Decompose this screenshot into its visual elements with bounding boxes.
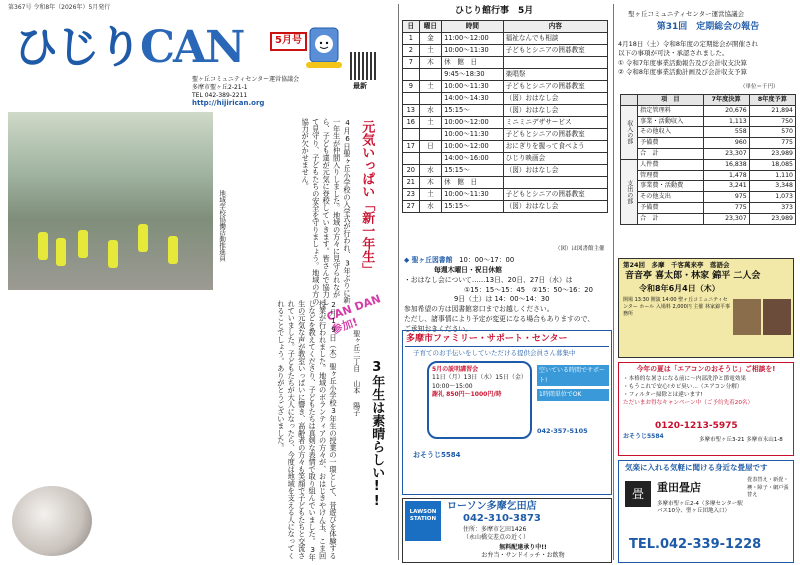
finance-row — [621, 105, 796, 116]
finance-header-2025: 7年度決算 — [703, 95, 749, 106]
report-item-1: ① 令和7年度事業活動報告及び会計収支決算 — [618, 58, 748, 67]
schedule-cell-weekday — [419, 153, 442, 165]
finance-cell-2026: 373 — [749, 202, 795, 213]
lawson-logo-icon: LAWSON STATION — [405, 501, 441, 541]
schedule-cell-content: 福祉なんでも相談 — [503, 33, 607, 45]
library-title: ◆ 聖ヶ丘図書館 — [404, 256, 453, 264]
schedule-row — [403, 105, 608, 117]
library-story-1: ・おはなし会について……13日、20日、27日（水）は — [404, 275, 573, 284]
finance-cell-item: その他支出 — [637, 192, 703, 203]
rakugo-performer-photo — [733, 299, 761, 335]
schedule-cell-weekday: 水 — [419, 105, 442, 117]
report-body — [618, 40, 798, 78]
schedule-cell-content: 子どもとシニアの囲碁教室 — [503, 189, 607, 201]
article2-author: 聖ヶ丘二丁目 山本 陽子 — [352, 330, 361, 416]
finance-cell-item: 予備費 — [637, 202, 703, 213]
schedule-cell-day — [403, 129, 420, 141]
schedule-cell-day: 1 — [403, 33, 420, 45]
aircon-phone[interactable]: 0120-1213-5975 — [655, 421, 738, 431]
schedule-cell-content — [503, 177, 607, 189]
report-body-1: 4月18日（土）令和8年度の定期総会が開催され — [618, 40, 759, 48]
report-title: 第31回 定期総会の報告 — [656, 22, 760, 32]
column-divider — [613, 4, 614, 560]
article1-headline: 元気いっぱい「新一年生」 — [359, 120, 375, 276]
website-link[interactable]: http://hijirican.org — [192, 99, 265, 107]
aircon-ad — [618, 362, 794, 456]
schedule-cell-content: 子どもとシニアの囲碁教室 — [503, 45, 607, 57]
finance-table — [620, 94, 796, 225]
finance-cell-2026: 18,085 — [749, 159, 795, 170]
finance-cell-item: 予備費 — [637, 138, 703, 149]
rakugo-ad — [618, 258, 794, 358]
finance-cell-2026: 750 — [749, 116, 795, 127]
schedule-row — [403, 93, 608, 105]
schedule-row — [403, 201, 608, 213]
schedule-header-weekday: 曜日 — [419, 21, 442, 33]
library-info — [404, 256, 610, 335]
publisher-name: 聖ヶ丘コミュニティセンター運営協議会 — [192, 76, 300, 83]
schedule-body — [403, 33, 608, 213]
finance-cell-2025: 558 — [703, 127, 749, 138]
finance-header-item: 項 目 — [637, 95, 703, 106]
schedule-cell-content: 楽唱祭 — [503, 69, 607, 81]
finance-cell-item: その他収入 — [637, 127, 703, 138]
schedule-header-content: 内容 — [503, 21, 607, 33]
finance-header-row — [621, 95, 796, 106]
schedule-cell-time: 15:15〜 — [442, 105, 504, 117]
schedule-row — [403, 129, 608, 141]
family-support-tags — [537, 365, 609, 435]
month-badge: 5月号 — [270, 32, 307, 51]
schedule-note: （図）は図書館主催 — [555, 246, 605, 252]
lawson-name: ローソン多摩乞田店 — [447, 501, 537, 512]
finance-group-label: 収入の部 — [621, 105, 638, 159]
photo-first-graders-walking — [8, 112, 213, 290]
lawson-address-note: （永山橋交差点の近く） — [463, 534, 530, 542]
publisher-info — [192, 76, 299, 100]
schedule-cell-content: （図）おはなし会 — [503, 93, 607, 105]
schedule-cell-time: 10:00〜11:30 — [442, 81, 504, 93]
article1-byline: 地域学校協働活動推進員 — [218, 190, 227, 262]
mascot-icon — [304, 22, 344, 72]
rakugo-line1: 第24回 多摩 千客萬来亭 落語会 — [623, 261, 730, 269]
article2-body: 2月19日（木）聖ヶ丘小学校3年生の授業の一環として、昔遊びを体験する授業が行われました。地域のボランティアの方々が、おはじきやけん玉、こま回しなどを教えてくださり、子どもたちは真剣な表情で取り組んでいました。3年生の元気な声が教室いっぱいに響き、高齢者の方々も笑顔で子どもたちと交流されていました。子どもたちが大人になったら、今度は地域を支える人になってくれることでしょう。ありがとうございました。 — [276, 300, 338, 561]
family-support-tag-1: 空いている時間でサポート! — [537, 365, 609, 386]
photo-classroom — [12, 486, 92, 556]
schedule-cell-time: 10:00〜12:00 — [442, 141, 504, 153]
family-support-brand: おそうじ5584 — [413, 451, 461, 459]
schedule-cell-content: （図）おはなし会 — [503, 165, 607, 177]
schedule-cell-weekday: 土 — [419, 45, 442, 57]
finance-row — [621, 159, 796, 170]
rakugo-details: 開場 13:30 開演 14:00 聖ヶ丘コミュニティセンター ホール 入場料 2,000円 主催 林家錦平事務所 — [623, 297, 730, 317]
finance-cell-2025: 23,307 — [703, 148, 749, 159]
rakugo-line2: 音音亭 喜太郎・林家 錦平 二人会 — [625, 271, 761, 281]
finance-row — [621, 116, 796, 127]
publisher-phone: TEL 042-389-2211 — [192, 92, 248, 100]
tatami-logo-icon: 畳 — [625, 481, 651, 507]
schedule-row — [403, 45, 608, 57]
schedule-cell-weekday: 水 — [419, 201, 442, 213]
aircon-title: 今年の夏は「エアコンのおそうじ」ご相談を! — [636, 365, 776, 373]
family-support-card-title: 5月の説明講習会 — [432, 366, 479, 373]
newsletter-logo — [14, 20, 243, 75]
schedule-row — [403, 81, 608, 93]
schedule-cell-time: 休 館 日 — [442, 177, 504, 189]
schedule-cell-day: 9 — [403, 81, 420, 93]
schedule-row — [403, 57, 608, 69]
library-hours: 10：00〜17：00 — [459, 256, 515, 264]
rakugo-performer-photo — [763, 299, 791, 335]
finance-cell-item: 合 計 — [637, 148, 703, 159]
publisher-address: 多摩市聖ヶ丘2-21-1 — [192, 84, 248, 92]
report-org: 聖ヶ丘コミュニティセンター運営協議会 — [628, 10, 745, 18]
finance-row — [621, 213, 796, 224]
schedule-cell-time: 14:00〜14:30 — [442, 93, 504, 105]
lawson-promo — [443, 544, 603, 560]
finance-cell-2025: 20,676 — [703, 105, 749, 116]
schedule-cell-day — [403, 153, 420, 165]
library-note-1: 参加希望の方は図書館窓口までお越しください。 — [404, 305, 554, 314]
finance-header-2026: 8年度予算 — [749, 95, 795, 106]
family-support-title: 多摩市ファミリー・サポート・センター — [405, 333, 609, 347]
schedule-row — [403, 153, 608, 165]
family-support-subtitle: 子育てのお手伝いをしていただける提供会員さん募集中 — [413, 349, 576, 357]
finance-cell-item: 指定管理料 — [637, 105, 703, 116]
schedule-cell-time: 11:00〜12:00 — [442, 33, 504, 45]
schedule-cell-weekday: 土 — [419, 117, 442, 129]
lawson-promo-1: 無料配達承り中!! — [499, 544, 547, 551]
schedule-cell-time: 10:00〜11:30 — [442, 129, 504, 141]
finance-cell-2025: 960 — [703, 138, 749, 149]
aircon-brand: おそうじ5584 — [623, 433, 664, 440]
schedule-cell-weekday: 土 — [419, 189, 442, 201]
schedule-cell-day: 13 — [403, 105, 420, 117]
finance-group-label: 支出の部 — [621, 159, 638, 224]
finance-row — [621, 170, 796, 181]
finance-cell-item: 事業費・活動費 — [637, 181, 703, 192]
lawson-ad — [402, 498, 612, 563]
schedule-row — [403, 117, 608, 129]
finance-row — [621, 127, 796, 138]
finance-cell-item: 管理費 — [637, 170, 703, 181]
finance-unit: （単位＝千円） — [740, 84, 779, 90]
tatami-services: 畳表替え・新畳・襖・障子・網戸張替え — [747, 477, 789, 499]
aircon-body — [623, 375, 791, 407]
tatami-phone[interactable]: TEL.042-339-1228 — [629, 537, 762, 552]
schedule-header-row — [403, 21, 608, 33]
schedule-cell-day: 23 — [403, 189, 420, 201]
aircon-line-4: ただいまお得なキャンペーン中（ご予約先着20名） — [623, 400, 754, 407]
logo-title-can: CAN — [140, 22, 244, 73]
schedule-cell-time: 10:00〜11:30 — [442, 189, 504, 201]
aircon-shop: 多摩市聖ヶ丘3-21 多摩市永山1-8 — [699, 437, 783, 443]
schedule-header-day: 日 — [403, 21, 420, 33]
schedule-cell-content: 子どもとシニアの囲碁教室 — [503, 81, 607, 93]
schedule-row — [403, 69, 608, 81]
article2-headline: 3年生は素晴らしい!! — [369, 360, 385, 509]
report-item-2: ② 令和8年度事業活動計画及び会計収支予算 — [618, 68, 748, 77]
family-support-phone[interactable]: 042-357-5105 — [537, 427, 588, 435]
qr-code-icon[interactable] — [350, 52, 378, 80]
aircon-line-1: ・本格的な暑さになる前に〜内部洗浄と節電効果 — [623, 376, 747, 382]
tatami-name: 重田畳店 — [657, 481, 701, 494]
schedule-cell-day: 16 — [403, 117, 420, 129]
family-support-card — [427, 361, 532, 439]
finance-cell-2025: 975 — [703, 192, 749, 203]
finance-row — [621, 181, 796, 192]
schedule-cell-day: 17 — [403, 141, 420, 153]
finance-row — [621, 138, 796, 149]
finance-row — [621, 192, 796, 203]
lawson-address-line: 住所：多摩市乞田1426 — [463, 526, 527, 533]
schedule-cell-time: 15:15〜 — [442, 201, 504, 213]
tatami-ad — [618, 460, 794, 563]
schedule-cell-weekday: 土 — [419, 81, 442, 93]
family-support-card-dates: 11日（月）13日（水）15日（金） — [432, 374, 527, 382]
finance-header-group — [621, 95, 638, 106]
finance-body — [621, 105, 796, 224]
finance-cell-2026: 23,989 — [749, 213, 795, 224]
schedule-row — [403, 33, 608, 45]
finance-cell-2026: 21,894 — [749, 105, 795, 116]
schedule-cell-content: 子どもとシニアの囲碁教室 — [503, 129, 607, 141]
finance-cell-2026: 1,073 — [749, 192, 795, 203]
tatami-address: 多摩市聖ヶ丘2-4（多摩センター駅バス10分、聖ヶ丘団地入口） — [657, 501, 743, 515]
family-support-ad — [402, 330, 612, 495]
schedule-cell-day: 20 — [403, 165, 420, 177]
family-support-card-fee: 謝礼 850円〜1000円/時 — [432, 391, 502, 399]
schedule-cell-content: （図）おはなし会 — [503, 105, 607, 117]
schedule-cell-weekday: 日 — [419, 141, 442, 153]
issue-info: 第367号 令和8年（2026年）5月発行 — [8, 4, 111, 11]
finance-cell-item: 事業・活動収入 — [637, 116, 703, 127]
family-support-card-time: 10:00〜15:00 — [432, 382, 473, 390]
schedule-cell-weekday: 水 — [419, 165, 442, 177]
schedule-cell-weekday: 木 — [419, 57, 442, 69]
schedule-cell-content: ミニミニデザサービス — [503, 117, 607, 129]
schedule-cell-time: 9:45〜18:30 — [442, 69, 504, 81]
lawson-phone[interactable]: 042-310-3873 — [463, 513, 541, 524]
finance-cell-2026: 3,348 — [749, 181, 795, 192]
report-body-2: 以下の事項が可決・承認されました。 — [618, 49, 729, 58]
schedule-cell-content: ひじり映画会 — [503, 153, 607, 165]
aircon-line-2: ・もうこれで安心!カビ臭い…（エアコン分解） — [623, 384, 743, 391]
schedule-row — [403, 141, 608, 153]
finance-cell-2026: 775 — [749, 138, 795, 149]
library-story-3: 9日（土）は 14：00〜14：30 — [454, 295, 550, 304]
rakugo-date: 令和8年6月4日（木） — [639, 284, 720, 293]
library-closed: 毎週木曜日・祝日休館 — [434, 265, 502, 274]
schedule-cell-time: 10:00〜11:30 — [442, 45, 504, 57]
schedule-cell-day: 21 — [403, 177, 420, 189]
article1-body: 4月6日聖ヶ丘小学校の入学式が行われ、3年ぶりに新一年生が仲間入りしました。地域の方々に見守られながら、子ども達が元気に登校していきます。皆さんで協力して見守り、子どもたちの安全を守りましょう。地域の方の協力が欠かせません。 — [301, 118, 352, 306]
schedule-row — [403, 189, 608, 201]
schedule-row — [403, 165, 608, 177]
column-divider — [398, 4, 399, 560]
family-support-tag-2: 1時間単位でOK — [537, 389, 609, 401]
schedule-cell-weekday — [419, 69, 442, 81]
schedule-header-time: 時間 — [442, 21, 504, 33]
schedule-row — [403, 177, 608, 189]
schedule-title: ひじり館行事 5月 — [455, 6, 534, 16]
logo-title-hiji: ひじり — [14, 22, 140, 73]
schedule-table — [402, 20, 608, 213]
finance-cell-2026: 1,110 — [749, 170, 795, 181]
schedule-cell-weekday — [419, 129, 442, 141]
candan-graphic: CAN DAN 参加! — [324, 292, 383, 337]
schedule-cell-time: 14:00〜16:00 — [442, 153, 504, 165]
finance-cell-2025: 16,838 — [703, 159, 749, 170]
schedule-cell-weekday — [419, 93, 442, 105]
library-note-3: ご承知おきください。 — [404, 324, 472, 333]
finance-cell-2025: 3,241 — [703, 181, 749, 192]
finance-cell-2025: 23,307 — [703, 213, 749, 224]
finance-cell-2025: 775 — [703, 202, 749, 213]
finance-cell-2026: 570 — [749, 127, 795, 138]
schedule-cell-time: 15:15〜 — [442, 165, 504, 177]
masthead — [8, 4, 393, 124]
lawson-address — [463, 526, 529, 542]
library-story-2: ①15：15〜15：45 ②15：50〜16：20 — [464, 285, 593, 294]
schedule-cell-weekday: 金 — [419, 33, 442, 45]
finance-cell-2025: 1,478 — [703, 170, 749, 181]
aircon-line-3: ・フィルター掃除とは違います! — [623, 392, 703, 399]
finance-cell-item: 合 計 — [637, 213, 703, 224]
finance-cell-2026: 23,989 — [749, 148, 795, 159]
finance-row — [621, 148, 796, 159]
schedule-cell-time: 休 館 日 — [442, 57, 504, 69]
lawson-promo-2: お弁当・サンドイッチ・お飲物 — [481, 551, 565, 559]
schedule-cell-day: 2 — [403, 45, 420, 57]
library-note-2: ただし、諸事情により予定が変更になる場合もありますので、 — [404, 315, 595, 324]
schedule-cell-content — [503, 57, 607, 69]
schedule-cell-content: （図）おはなし会 — [503, 201, 607, 213]
schedule-cell-day: 7 — [403, 57, 420, 69]
qr-caption: 最新 — [353, 82, 367, 90]
schedule-cell-day — [403, 93, 420, 105]
tatami-title: 気楽に入れる気軽に聞ける身近な畳屋です — [625, 463, 768, 472]
schedule-cell-time: 10:00〜12:00 — [442, 117, 504, 129]
finance-cell-item: 人件費 — [637, 159, 703, 170]
finance-cell-2025: 1,113 — [703, 116, 749, 127]
schedule-cell-weekday: 木 — [419, 177, 442, 189]
schedule-cell-content: おにぎりを握って食べよう — [503, 141, 607, 153]
schedule-cell-day: 27 — [403, 201, 420, 213]
schedule-cell-day — [403, 69, 420, 81]
finance-row — [621, 202, 796, 213]
